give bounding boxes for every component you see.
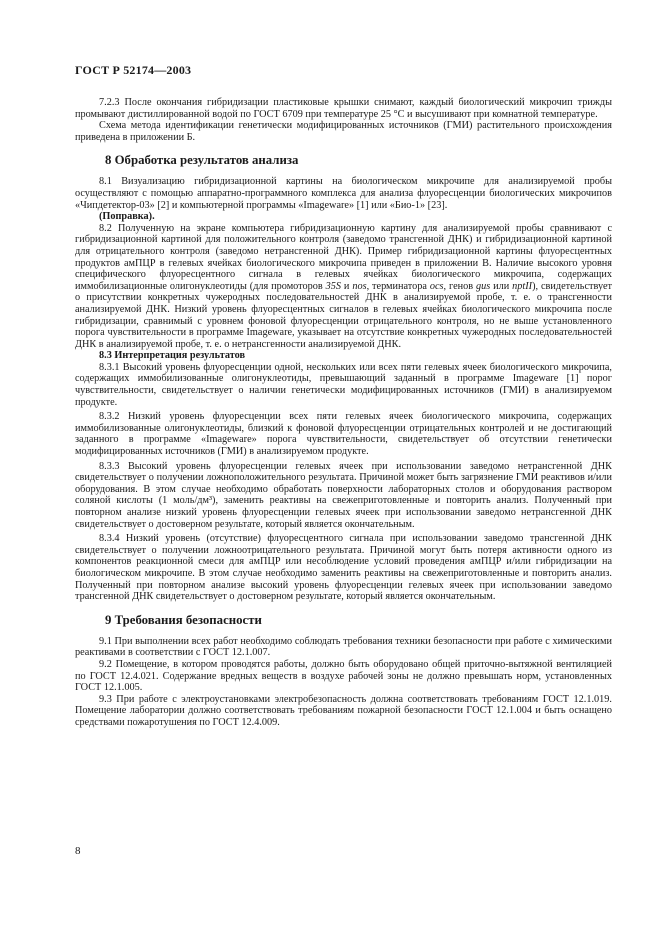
paragraph-8-1: 8.1 Визуализацию гибридизационной картины на биологическом микрочипе для анализируемой пробы осуществляют с помощью аппаратно-программного комплекса для анализа флуоресценции биологических микрочипов «Чипдетектор-03» [2] и компьютерной программы «Imageware» [1] или «Био-1» [23]. [75,176,612,211]
section-8-title: 8 Обработка результатов анализа [105,153,299,168]
conjunction-and: и [341,280,353,292]
term-ocs: ocs [429,280,444,292]
paragraph-8-2-part-b: , терминатора [366,280,430,292]
paragraph-8-3-4: 8.3.4 Низкий уровень (отсутствие) флуоресцентного сигнала при использовании заведомо трансгенной ДНК свидетельствует о получении ложноотрицательного результата. Причиной могут быть потеря активности одного из компонентов реакционной смеси для амПЦР или несоблюдение условий проведения амПЦР и/или гибридизации на биологическом микрочипе. В этом случае необходимо заменить реактивы на свежеприготовленные и повторить анализ. Полученный при повторном анализе высокий уровень флуоресценции гелевых ячеек при использовании заведомо трансгенной ДНК свидетельствует о достоверном результате, который является окончательным. [75,533,612,603]
subsection-8-3-title: 8.3 Интерпретация результатов [99,350,246,362]
conjunction-or: или [490,280,513,292]
paragraph-8-3-2: 8.3.2 Низкий уровень флуоресценции всех пяти гелевых ячеек биологического микрочипа, содержащих иммобилизованные олигонуклеотиды, близкий к фоновой флуоресценции отрицательных контролей и не достигающий заданного в программе «Imageware» порога чувствительности, свидетельствует об отсутствии генетически модифицированных источников (ГМИ) в анализируемом продукте. [75,411,612,458]
term-gus: gus [475,280,491,292]
paragraph-8-2 [75,223,612,351]
section-9-title: 9 Требования безопасности [105,612,262,627]
paragraph-8-2-part-a: 8.2 Полученную на экране компьютера гибридизационную картину для анализируемой пробы сравнивают с гибридизационной картиной для положительного контроля (заведомо трансгенной ДНК) и гибридизационной картиной для отрицательного контроля (заведомо нетрансгенной ДНК). Пример гибридизационной картины флуоресцентных продуктов амПЦР в гелевых ячейках биологического микрочипа приведен в приложении В. Наличие высокого уровня специфического флуоресцентного сигнала в гелевых ячейках биологического микрочипа, содержащих иммобилизационные олигонуклеотиды (для промоторов [75,222,612,292]
paragraph-9-3: 9.3 При работе с электроустановками электробезопасность должна соответствовать требованиям ГОСТ 12.1.019. Помещение лаборатории должно соответствовать требованиям пожарной безопасности ГОСТ 12.1.004 и быть оснащено средствами пожаротушения по ГОСТ 12.4.009. [75,693,612,728]
document-body [75,97,612,729]
term-nptii: nptII [512,280,533,292]
term-nos: nos [352,280,367,292]
amendment-note: (Поправка). [99,211,155,223]
paragraph-8-2-part-d: ), свидетельствует о присутствии конкретных чужеродных последовательностей ДНК в анализируемой пробе, т. е. о трансгенности анализируемой ДНК. Низкий уровень флуоресцентных сигналов в гелевых ячейках биологического микрочипа после гибридизации, сравнимый с уровнем фоновой флуоресценции отрицательного контроля, но не выше установленного порога чувствительности в программе Imageware, указывает на отсутствие конкретных чужеродных последовательностей ДНК в анализируемой пробе, т. е. о нетрансгенности анализируемой ДНК. [75,280,612,350]
paragraph-9-1: 9.1 При выполнении всех работ необходимо соблюдать требования техники безопасности при работе с химическими реактивами в соответствии с ГОСТ 12.1.007. [75,635,612,659]
paragraph-8-3-1: 8.3.1 Высокий уровень флуоресценции одной, нескольких или всех пяти гелевых ячеек биологического микрочипа, содержащих иммобилизованные олигонуклеотиды, превышающий заданный в программе Imageware [1] порог чувствительности, свидетельствует о наличии генетически модифицированных источников (ГМИ) в анализируемом продукте. [75,361,612,408]
page-number: 8 [75,845,81,857]
paragraph-9-2: 9.2 Помещение, в котором проводятся работы, должно быть оборудовано общей приточно-вытяжной вентиляцией по ГОСТ 12.4.021. Содержание вредных веществ в воздухе рабочей зоны не должно превышать норм, установленных ГОСТ 12.1.005. [75,658,612,694]
term-35s: 35S [325,280,342,292]
paragraph-scheme-reference: Схема метода идентификации генетически модифицированных источников (ГМИ) растительного происхождения приведена в приложении Б. [75,120,612,143]
paragraph-8-3-3: 8.3.3 Высокий уровень флуоресценции гелевых ячеек при использовании заведомо нетрансгенной ДНК свидетельствует о получении ложноположительного результата. Причиной может быть загрязнение ГМИ реактивов и/или оборудования. В этом случае необходимо обработать поверхности лабораторных столов и оборудования раствором соляной кислоты (1 моль/дм³), заменить реактивы на свежеприготовленные и повторить анализ. Полученный при повторном анализе низкий уровень флуоресценции гелевых ячеек при использовании заведомо нетрансгенной ДНК свидетельствует о достоверном результате, который является окончательным. [75,460,612,530]
document-code-header: ГОСТ Р 52174—2003 [75,63,192,77]
paragraph-8-2-part-c: , генов [443,280,476,292]
paragraph-7-2-3: 7.2.3 После окончания гибридизации пластиковые крышки снимают, каждый биологический микрочип трижды промывают дистиллированной водой по ГОСТ 6709 при температуре 25 °С и высушивают при комнатной температуре. [75,97,612,120]
